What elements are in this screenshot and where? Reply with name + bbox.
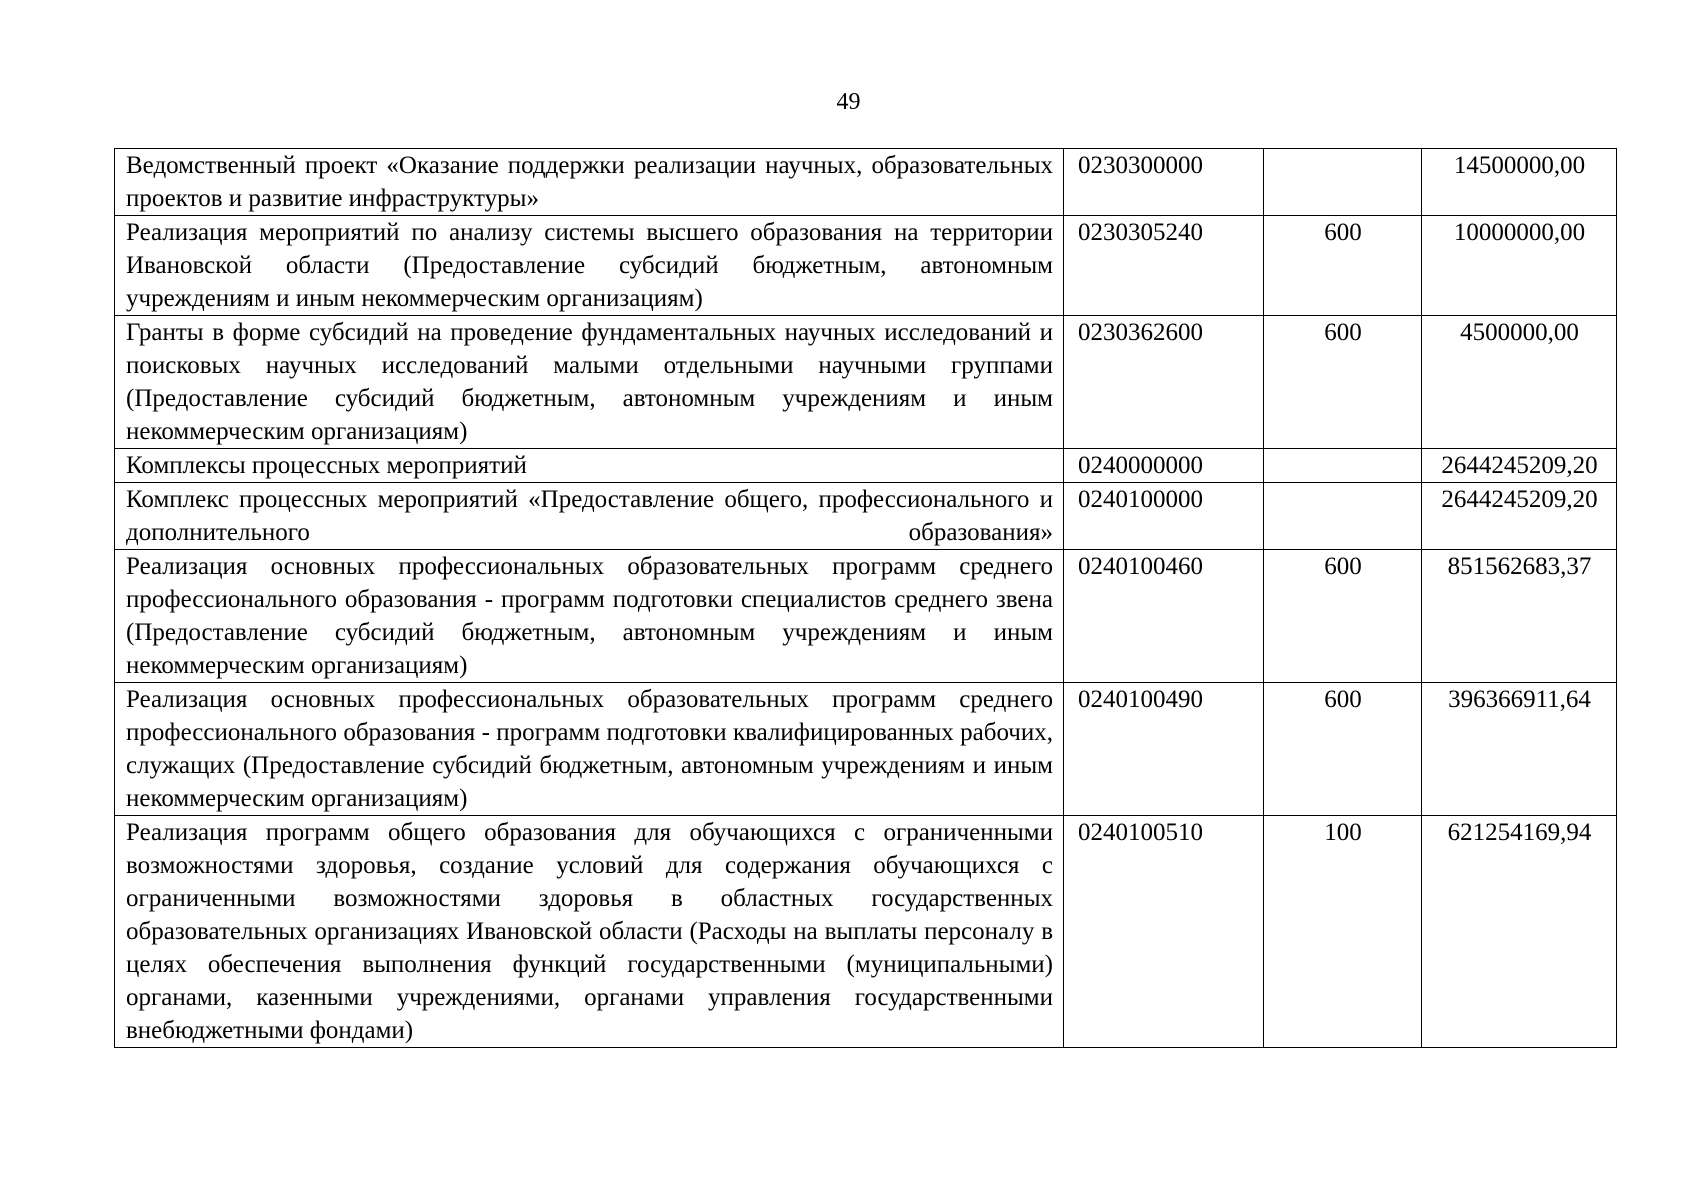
row-expense-type-cell: 600: [1264, 550, 1422, 683]
row-code-cell: 0240100000: [1064, 483, 1264, 550]
table-row: [115, 816, 1617, 1048]
row-sum-cell: 621254169,94: [1422, 816, 1617, 1048]
row-name-cell: Гранты в форме субсидий на проведение фундаментальных научных исследований и поисковых научных исследований малыми отдельными научными группами (Предоставление субсидий бюджетным, автономным учреждениям и иным некоммерческим организациям): [115, 316, 1064, 449]
row-name-cell: Ведомственный проект «Оказание поддержки реализации научных, образовательных проектов и развитие инфраструктуры»: [115, 149, 1064, 216]
row-code-cell: 0230362600: [1064, 316, 1264, 449]
row-expense-type-cell: 600: [1264, 683, 1422, 816]
row-sum-cell: 14500000,00: [1422, 149, 1617, 216]
page-number: 49: [836, 89, 861, 115]
row-name-cell: Реализация основных профессиональных образовательных программ среднего профессионального образования - программ подготовки квалифицированных рабочих, служащих (Предоставление субсидий бюджетным, автономным учреждениям и иным некоммерческим организациям): [115, 683, 1064, 816]
row-name-cell: Реализация мероприятий по анализу системы высшего образования на территории Ивановской области (Предоставление субсидий бюджетным, автономным учреждениям и иным некоммерческим организациям): [115, 216, 1064, 316]
row-sum-cell: 2644245209,20: [1422, 449, 1617, 483]
row-name-cell: Реализация основных профессиональных образовательных программ среднего профессионального образования - программ подготовки специалистов среднего звена (Предоставление субсидий бюджетным, автономным учреждениям и иным некоммерческим организациям): [115, 550, 1064, 683]
row-code-cell: 0230300000: [1064, 149, 1264, 216]
table-row: [115, 483, 1617, 550]
row-expense-type-cell: 100: [1264, 816, 1422, 1048]
row-name-cell: Комплексы процессных мероприятий: [115, 449, 1064, 483]
table-row: [115, 316, 1617, 449]
row-code-cell: 0240100510: [1064, 816, 1264, 1048]
row-expense-type-cell: [1264, 149, 1422, 216]
row-code-cell: 0240000000: [1064, 449, 1264, 483]
row-sum-cell: 10000000,00: [1422, 216, 1617, 316]
table-row: [115, 550, 1617, 683]
row-name-cell: Комплекс процессных мероприятий «Предоставление общего, профессионального и дополнительного образования»: [115, 483, 1064, 550]
row-sum-cell: 396366911,64: [1422, 683, 1617, 816]
row-expense-type-cell: [1264, 483, 1422, 550]
row-code-cell: 0230305240: [1064, 216, 1264, 316]
row-code-cell: 0240100460: [1064, 550, 1264, 683]
row-code-cell: 0240100490: [1064, 683, 1264, 816]
budget-table: [114, 148, 1617, 1048]
row-expense-type-cell: [1264, 449, 1422, 483]
table-row: [115, 216, 1617, 316]
row-expense-type-cell: 600: [1264, 216, 1422, 316]
table-row: [115, 449, 1617, 483]
row-sum-cell: 851562683,37: [1422, 550, 1617, 683]
row-sum-cell: 4500000,00: [1422, 316, 1617, 449]
row-sum-cell: 2644245209,20: [1422, 483, 1617, 550]
row-name-cell: Реализация программ общего образования для обучающихся с ограниченными возможностями здоровья, создание условий для содержания обучающихся с ограниченными возможностями здоровья в областных государственных образовательных организациях Ивановской области (Расходы на выплаты персоналу в целях обеспечения выполнения функций государственными (муниципальными) органами, казенными учреждениями, органами управления государственными внебюджетными фондами): [115, 816, 1064, 1048]
table-row: [115, 149, 1617, 216]
table-row: [115, 683, 1617, 816]
row-expense-type-cell: 600: [1264, 316, 1422, 449]
